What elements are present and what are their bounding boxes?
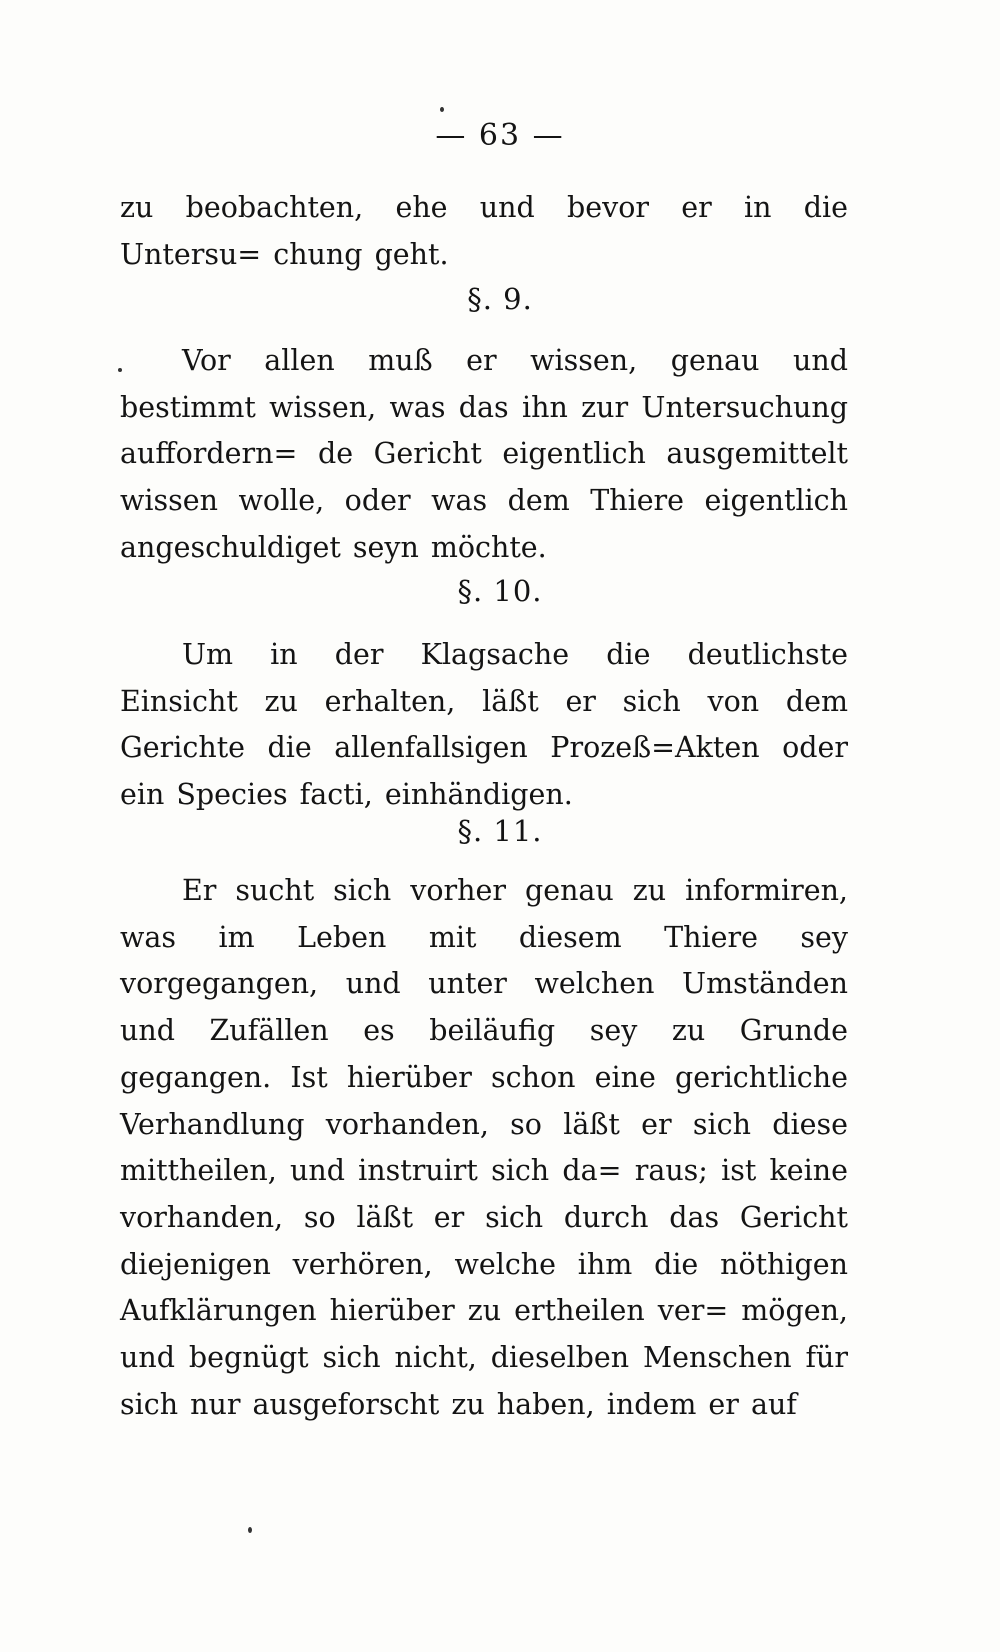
page-number-header: — 63 — [435,118,565,153]
ink-speck [440,107,444,112]
section-11-paragraph: Er sucht sich vorher genau zu informiren, was im Leben mit diesem Thiere sey vorgegangen, und unter welchen Umständen und Zufällen es beiläufig sey zu Grunde gegangen. Ist hierüber schon eine gerichtliche Verhandlung vorhanden, so läßt er sich diese mittheilen, und instruirt sich da= raus; ist keine vorhanden, so läßt er sich durch das Gericht diejenigen verhören, welche ihm die nöthigen Aufklärungen hierüber zu ertheilen ver= mögen, und begnügt sich nicht, dieselben Menschen für sich nur ausgeforscht zu haben, indem er auf [120,874,848,1421]
section-10-paragraph: Um in der Klagsache die deutlichste Einsicht zu erhalten, läßt er sich von dem Gerichte die allenfallsigen Prozeß=Akten oder ein Species facti, einhändigen. [120,638,848,812]
ink-speck [118,368,122,372]
ink-speck [248,1527,252,1533]
section-9-paragraph: Vor allen muß er wissen, genau und bestimmt wissen, was das ihn zur Untersuchung auffordern= de Gericht eigentlich ausgemittelt wissen wolle, oder was dem Thiere eigentlich angeschuldiget seyn möchte. [120,344,848,564]
intro-paragraph: zu beobachten, ehe und bevor er in die Untersu= chung geht. [120,191,848,271]
section-heading-10: §. 10. [457,574,543,608]
section-heading-9: §. 9. [467,282,533,316]
section-heading-11: §. 11. [457,814,543,848]
